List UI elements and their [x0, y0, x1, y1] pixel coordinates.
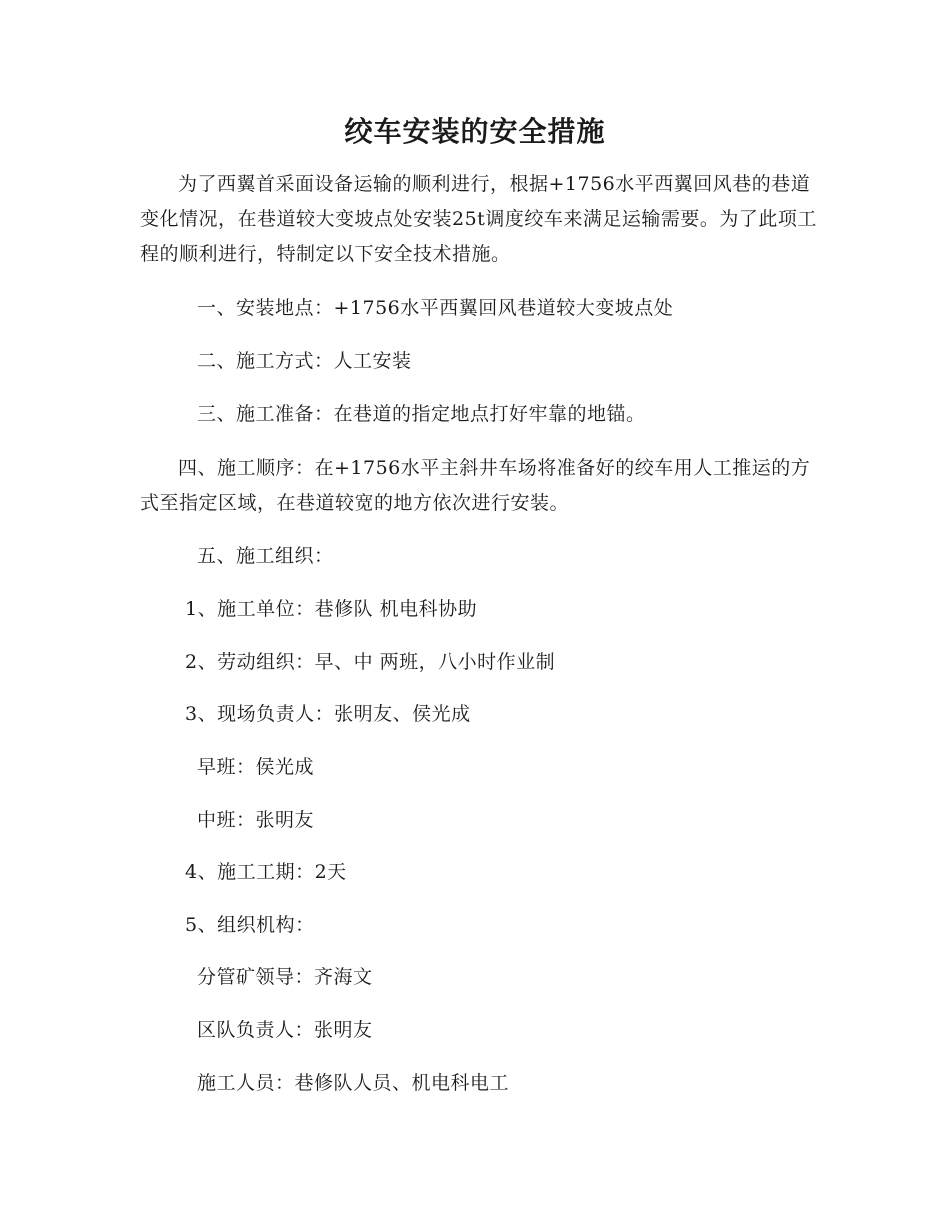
item-location: 一、安装地点：+1756水平西翼回风巷道较大变坡点处 [197, 297, 674, 319]
org-workers: 施工人员：巷修队人员、机电科电工 [197, 1072, 510, 1094]
org-labor: 2、劳动组织：早、中 两班，八小时作业制 [185, 651, 556, 673]
item-organization-heading: 五、施工组织： [197, 545, 334, 567]
org-structure: 5、组织机构： [185, 914, 315, 936]
item-sequence: 四、施工顺序：在+1756水平主斜井车场将准备好的绞车用人工推运的方式至指定区域，在巷道较宽的地方依次进行安装。 [140, 457, 811, 514]
org-mine-leader: 分管矿领导：齐海文 [197, 966, 373, 988]
org-period: 4、施工工期：2天 [185, 861, 347, 883]
org-morning-shift: 早班：侯光成 [197, 756, 315, 778]
org-leaders: 3、现场负责人：张明友、侯光成 [185, 703, 471, 725]
item-method: 二、施工方式：人工安装 [197, 350, 412, 372]
org-middle-shift: 中班：张明友 [197, 809, 315, 831]
item-preparation: 三、施工准备：在巷道的指定地点打好牢靠的地锚。 [197, 403, 646, 425]
org-team-leader: 区队负责人：张明友 [197, 1019, 373, 1041]
document-title: 绞车安装的安全措施 [344, 115, 606, 148]
org-unit: 1、施工单位：巷修队 机电科协助 [185, 598, 478, 620]
intro-paragraph: 为了西翼首采面设备运输的顺利进行，根据+1756水平西翼回风巷的巷道变化情况，在巷道较大变坡点处安装25t调度绞车来满足运输需要。为了此项工程的顺利进行，特制定以下安全技术措施。 [140, 173, 817, 265]
